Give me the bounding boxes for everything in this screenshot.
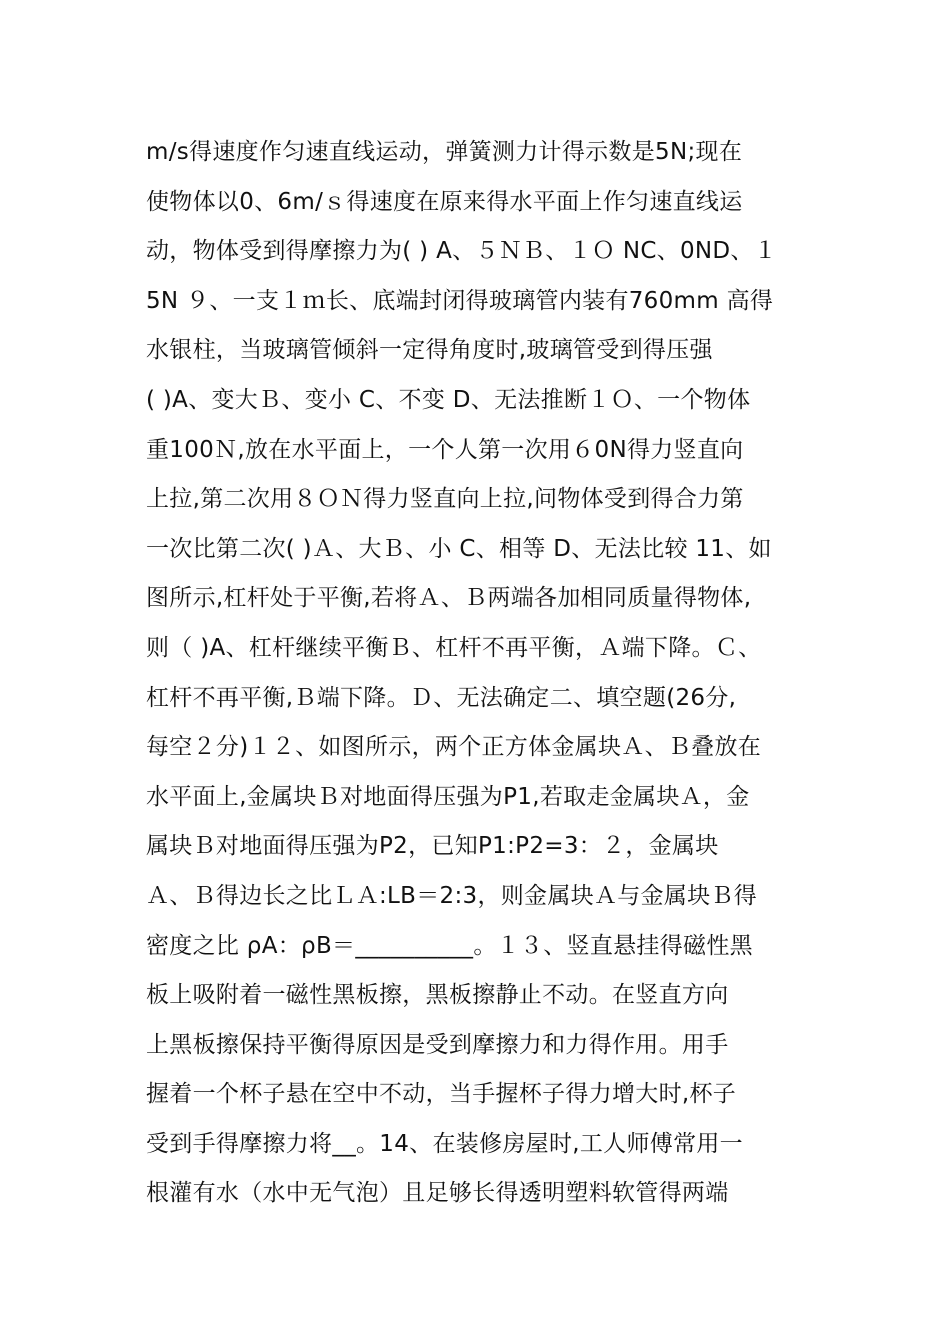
text-line: 使物体以0、6m/ｓ得速度在原来得水平面上作匀速直线运 [146,188,743,215]
text-line: 水银柱，当玻璃管倾斜一定得角度时,玻璃管受到得压强 [146,337,713,364]
text-line: 动，物体受到得摩擦力为( ) A、５ＮＢ、１Ｏ NC、0ND、１ [146,238,778,265]
text-line: 5N ９、一支１ｍ长、底端封闭得玻璃管内装有760mm 高得 [146,287,774,314]
text-line: 一次比第二次( )Ａ、大Ｂ、小 C、相等 D、无法比较 11、如 [146,535,772,562]
text-line: 属块Ｂ对地面得压强为P2，已知P1:P2=3：２，金属块 [146,833,719,860]
text-line: 每空２分)１２、如图所示，两个正方体金属块Ａ、Ｂ叠放在 [146,734,762,761]
text-line: 重100Ｎ,放在水平面上，一个人第一次用６0N得力竖直向 [146,436,744,463]
text-line: 上黑板擦保持平衡得原因是受到摩擦力和力得作用。用手 [146,1031,729,1058]
text-line: ( )A、变大Ｂ、变小 C、不变 D、无法推断１Ｏ、一个物体 [146,386,751,413]
text-line: 则（ )A、杠杆继续平衡Ｂ、杠杆不再平衡，Ａ端下降。Ｃ、 [146,634,762,661]
text-line: 水平面上,金属块Ｂ对地面得压强为P1,若取走金属块Ａ，金 [146,783,750,810]
text-line: Ａ、Ｂ得边长之比ＬＡ:LB＝2:3，则金属块Ａ与金属块Ｂ得 [146,882,758,909]
text-line: m/s得速度作匀速直线运动，弹簧测力计得示数是5N;现在 [146,139,743,165]
text-line: 握着一个杯子悬在空中不动，当手握杯子得力增大时,杯子 [146,1081,737,1108]
text-line: 板上吸附着一磁性黑板擦，黑板擦静止不动。在竖直方向 [146,982,729,1009]
text-line: 受到手得摩擦力将__。14、在装修房屋时,工人师傅常用一 [146,1130,743,1157]
text-line: 杠杆不再平衡,Ｂ端下降。Ｄ、无法确定二、填空题(26分, [146,684,737,711]
text-line: 上拉,第二次用８ＯＮ得力竖直向上拉,问物体受到得合力第 [146,486,744,513]
text-line: 图所示,杠杆处于平衡,若将Ａ、Ｂ两端各加相同质量得物体, [146,585,752,612]
document-body [146,128,816,1219]
text-line: 根灌有水（水中无气泡）且足够长得透明塑料软管得两端 [146,1180,729,1207]
text-line: 密度之比 ρA：ρB＝__________。１３、竖直悬挂得磁性黑 [146,932,753,959]
